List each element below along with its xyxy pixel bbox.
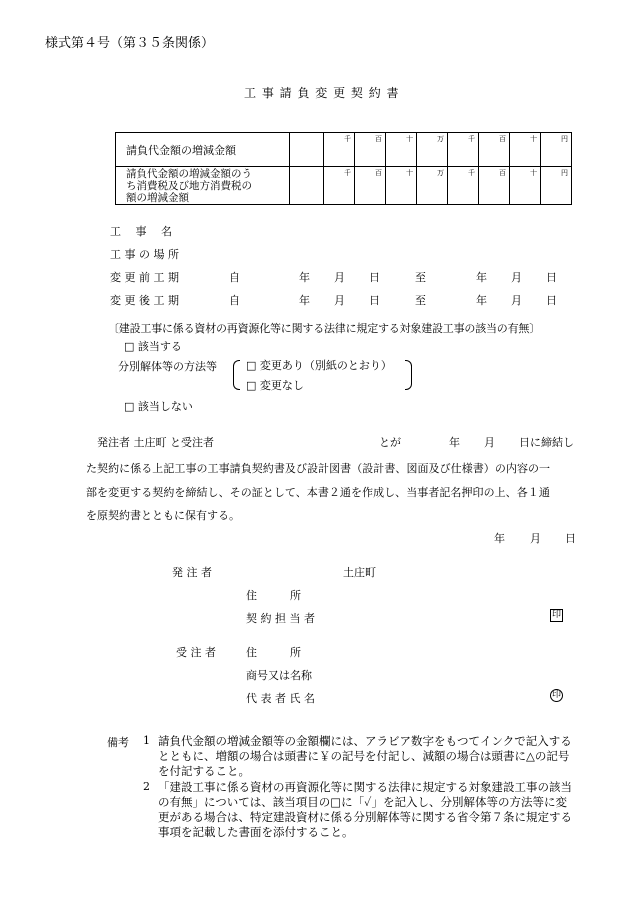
- to-label: 至: [415, 271, 426, 284]
- amount-cell[interactable]: [290, 133, 324, 167]
- notes-label: 備考: [107, 736, 129, 749]
- amount-cell[interactable]: [290, 167, 324, 205]
- recycling-heading: 〔建設工事に係る資材の再資源化等に関する法律に規定する対象建設工事の該当の有無〕: [108, 322, 540, 335]
- unit-cell[interactable]: 百: [479, 167, 510, 205]
- unit-cell[interactable]: 十: [386, 133, 417, 167]
- body-line4: を原契約書とともに保有する。: [86, 509, 240, 522]
- contractor-address-label: 住 所: [246, 646, 301, 659]
- unit-cell[interactable]: 円: [541, 133, 572, 167]
- day-label: 日: [369, 294, 380, 307]
- unit-cell[interactable]: 千: [324, 167, 355, 205]
- unit-cell[interactable]: 十: [510, 133, 541, 167]
- from-label: 自: [229, 271, 240, 284]
- month-label: 月: [334, 271, 345, 284]
- unit-cell[interactable]: 十: [386, 167, 417, 205]
- unit-cell[interactable]: 百: [355, 133, 386, 167]
- month-label: 月: [334, 294, 345, 307]
- before-period-label: 変 更 前 工 期: [110, 271, 179, 284]
- body-line2: た契約に係る上記工事の工事請負契約書及び設計図書（設計書、図面及び仕様書）の内容の一: [86, 462, 551, 475]
- company-name-label: 商号又は名称: [246, 669, 312, 682]
- method-label: 分別解体等の方法等: [118, 360, 217, 373]
- construction-place-label: 工 事 の 場 所: [110, 248, 179, 261]
- unit-cell[interactable]: 千: [448, 133, 479, 167]
- seal-icon: 印: [551, 610, 561, 620]
- month-label: 月: [511, 294, 522, 307]
- change-yes-checkbox[interactable]: □ 変更あり（別紙のとおり）: [246, 359, 392, 372]
- year-label: 年: [476, 271, 487, 284]
- unit-cell[interactable]: 百: [355, 167, 386, 205]
- year-label: 年: [299, 271, 310, 284]
- right-bracket: [405, 360, 412, 390]
- table-row: [116, 133, 572, 167]
- contract-officer-label: 契 約 担 当 者: [246, 612, 315, 625]
- date-month: 月: [530, 532, 541, 545]
- day-label: 日: [369, 271, 380, 284]
- date-year: 年: [494, 532, 505, 545]
- not-applicable-checkbox[interactable]: □ 該当しない: [124, 400, 193, 413]
- page-title: 工 事 請 負 変 更 契 約 書: [244, 86, 400, 100]
- body-line1-d: 月: [484, 436, 495, 449]
- unit-cell[interactable]: 万: [417, 133, 448, 167]
- unit-cell[interactable]: 万: [417, 167, 448, 205]
- month-label: 月: [511, 271, 522, 284]
- representative-label: 代 表 者 氏 名: [246, 692, 315, 705]
- note-1-text: 請負代金額の増減金額等の金額欄には、アラビア数字をもつてインクで記入するとともに、増額の場合は頭書に￥の記号を付記し、減額の場合は頭書に△の記号を付記すること。: [158, 734, 572, 778]
- seal-icon: 印: [551, 690, 561, 700]
- orderer-address-label: 住 所: [246, 589, 301, 602]
- body-line1-e: 日に締結し: [519, 436, 574, 449]
- construction-name-label: 工 事 名: [110, 225, 172, 238]
- contractor-label: 受 注 者: [176, 646, 216, 659]
- year-label: 年: [476, 294, 487, 307]
- body-line3: 部を変更する契約を締結し、その証として、本書２通を作成し、当事者記名押印の上、各１通: [86, 486, 550, 499]
- applicable-checkbox[interactable]: □ 該当する: [124, 340, 182, 353]
- body-line1-b: とが: [379, 436, 401, 449]
- orderer-name: 土庄町: [343, 566, 376, 579]
- increase-decrease-amount-label: 請負代金額の増減金額: [116, 133, 290, 167]
- day-label: 日: [546, 294, 557, 307]
- note-number: 1: [143, 734, 150, 747]
- from-label: 自: [229, 294, 240, 307]
- after-period-label: 変 更 後 工 期: [110, 294, 179, 307]
- left-bracket: [233, 360, 240, 390]
- date-day: 日: [565, 532, 576, 545]
- amount-table: [115, 132, 572, 205]
- unit-cell[interactable]: 十: [510, 167, 541, 205]
- orderer-label: 発 注 者: [172, 566, 212, 579]
- change-no-checkbox[interactable]: □ 変更なし: [246, 379, 304, 392]
- note-number: 2: [143, 780, 150, 793]
- to-label: 至: [415, 294, 426, 307]
- body-line1-c: 年: [449, 436, 460, 449]
- unit-cell[interactable]: 百: [479, 133, 510, 167]
- unit-cell[interactable]: 千: [324, 133, 355, 167]
- body-line1-a: 発注者 土庄町 と受注者: [97, 436, 214, 449]
- unit-cell[interactable]: 千: [448, 167, 479, 205]
- form-number: 様式第４号（第３５条関係）: [45, 36, 215, 51]
- table-row: [116, 167, 572, 205]
- note-2-text: 「建設工事に係る資材の再資源化等に関する法律に規定する対象建設工事の該当の有無」については、該当項目の□に「✓」を記入し、分別解体等の方法等に変更がある場合は、特定建設資材に係る分別解体等に関する省令第７条に規定する事項を記載した書面を添付すること。: [158, 780, 572, 839]
- tax-amount-label: 請負代金額の増減金額のう ち消費税及び地方消費税の 額の増減金額: [116, 167, 290, 205]
- day-label: 日: [546, 271, 557, 284]
- year-label: 年: [299, 294, 310, 307]
- unit-cell[interactable]: 円: [541, 167, 572, 205]
